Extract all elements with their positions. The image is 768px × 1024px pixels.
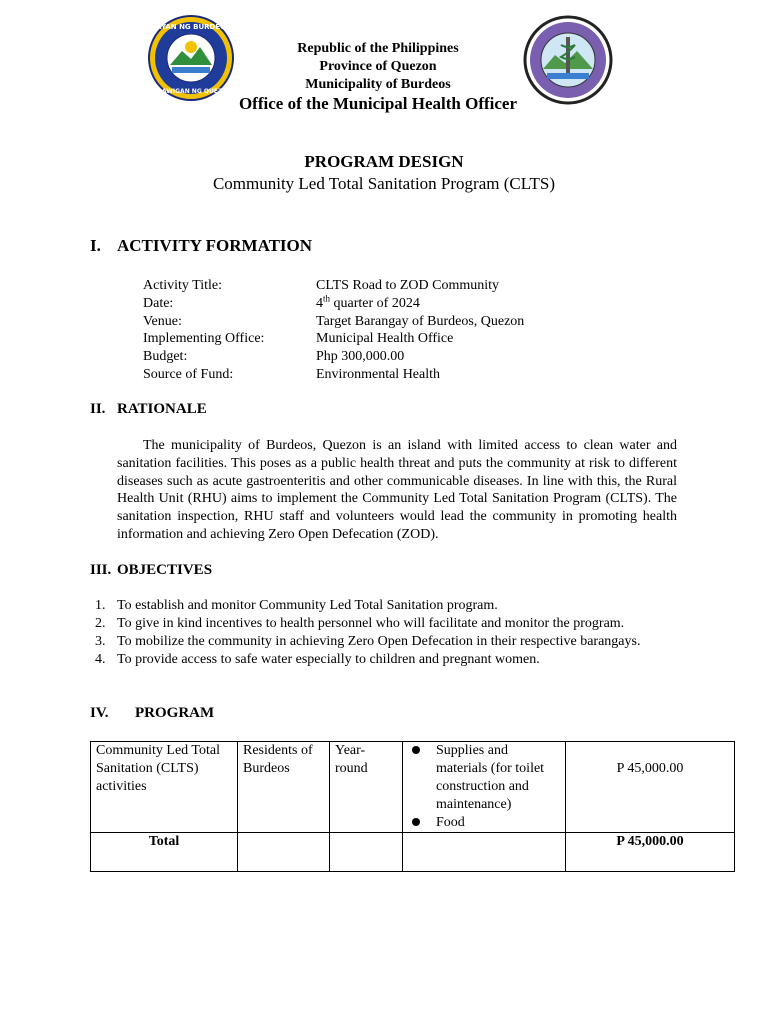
list-text: To establish and monitor Community Led Total Sanitation program. [117, 598, 498, 613]
info-value: Php 300,000.00 [316, 349, 405, 364]
list-item [95, 633, 675, 651]
total-amount-cell: P 45,000.00 [566, 833, 735, 872]
section-title: OBJECTIVES [117, 562, 213, 578]
table-row [91, 742, 735, 833]
list-number: 3. [95, 634, 106, 649]
program-table [90, 741, 735, 872]
date-rest: quarter of 2024 [330, 296, 420, 311]
info-value: Target Barangay of Burdeos, Quezon [316, 314, 525, 329]
list-text: To give in kind incentives to health personnel who will facilitate and monitor the program. [117, 616, 625, 631]
items-cell [403, 742, 566, 833]
section-title: ACTIVITY FORMATION [117, 236, 313, 255]
header-country: Republic of the Philippines [297, 41, 459, 56]
info-value: Municipal Health Office [316, 331, 454, 346]
header-municipality: Municipality of Burdeos [305, 77, 451, 92]
info-value: Environmental Health [316, 367, 441, 382]
info-label: Implementing Office: [143, 331, 265, 346]
info-value [316, 295, 420, 313]
amount-cell: P 45,000.00 [566, 742, 735, 833]
total-label-cell: Total [91, 833, 238, 872]
date-ordinal: th [323, 293, 331, 304]
list-item: Food [408, 814, 560, 832]
info-label: Activity Title: [143, 278, 222, 293]
health-office-seal-logo [523, 15, 613, 105]
section-title: PROGRAM [135, 705, 215, 721]
section-number: III. [90, 562, 112, 578]
header-office: Office of the Municipal Health Officer [238, 94, 518, 113]
section-heading-rationale [90, 401, 207, 418]
list-item [95, 651, 675, 669]
header-province: Province of Quezon [319, 59, 437, 74]
list-number: 2. [95, 616, 106, 631]
svg-text:LALAWIGAN NG QUEZON: LALAWIGAN NG QUEZON [149, 88, 233, 95]
list-text: To mobilize the community in achieving Zero Open Defecation in their respective barangays. [117, 634, 641, 649]
list-text: To provide access to safe water especially to children and pregnant women. [117, 652, 540, 667]
info-label: Venue: [143, 314, 182, 329]
section-number: IV. [90, 705, 109, 721]
beneficiaries-cell: Residents of Burdeos [238, 742, 330, 833]
rationale-paragraph: The municipality of Burdeos, Quezon is an island with limited access to clean water and sanitation facilities. This poses as a public health threat and puts the community at risk to different diseases such as acute gastroenteritis and other communicable diseases. In line with this, the Rural Health Unit (RHU) aims to implement the Community Led Total Sanitation Program (CLTS). The sanitation inspection, RHU staff and volunteers would lead the community in promoting health information and achieving Zero Open Defecation (ZOD). [117, 438, 677, 542]
section-number: I. [90, 236, 101, 255]
list-item: Supplies and materials (for toilet construction and maintenance) [408, 742, 560, 814]
section-number: II. [90, 401, 106, 417]
empty-cell [238, 833, 330, 872]
section-heading-objectives [90, 562, 212, 579]
list-item [95, 597, 675, 615]
document-title: PROGRAM DESIGN [304, 152, 464, 171]
list-item [95, 615, 675, 633]
activity-cell: Community Led Total Sanitation (CLTS) activities [91, 742, 238, 833]
section-heading-program [90, 705, 214, 722]
timeline-cell: Year-round [330, 742, 403, 833]
empty-cell [330, 833, 403, 872]
info-value: CLTS Road to ZOD Community [316, 278, 500, 293]
total-row [91, 833, 735, 872]
section-title: RATIONALE [117, 401, 207, 417]
svg-text:BAYAN NG BURDEOS: BAYAN NG BURDEOS [150, 23, 232, 31]
info-label: Budget: [143, 349, 188, 364]
list-number: 1. [95, 598, 106, 613]
date-number: 4 [316, 296, 323, 311]
empty-cell [403, 833, 566, 872]
document-subtitle: Community Led Total Sanitation Program (CLTS) [212, 174, 556, 193]
items-list [408, 742, 560, 832]
info-label: Date: [143, 296, 174, 311]
activity-info-block [0, 277, 768, 387]
list-number: 4. [95, 652, 106, 667]
objectives-list [95, 597, 675, 669]
section-heading-activity [90, 236, 312, 256]
info-label: Source of Fund: [143, 367, 234, 382]
